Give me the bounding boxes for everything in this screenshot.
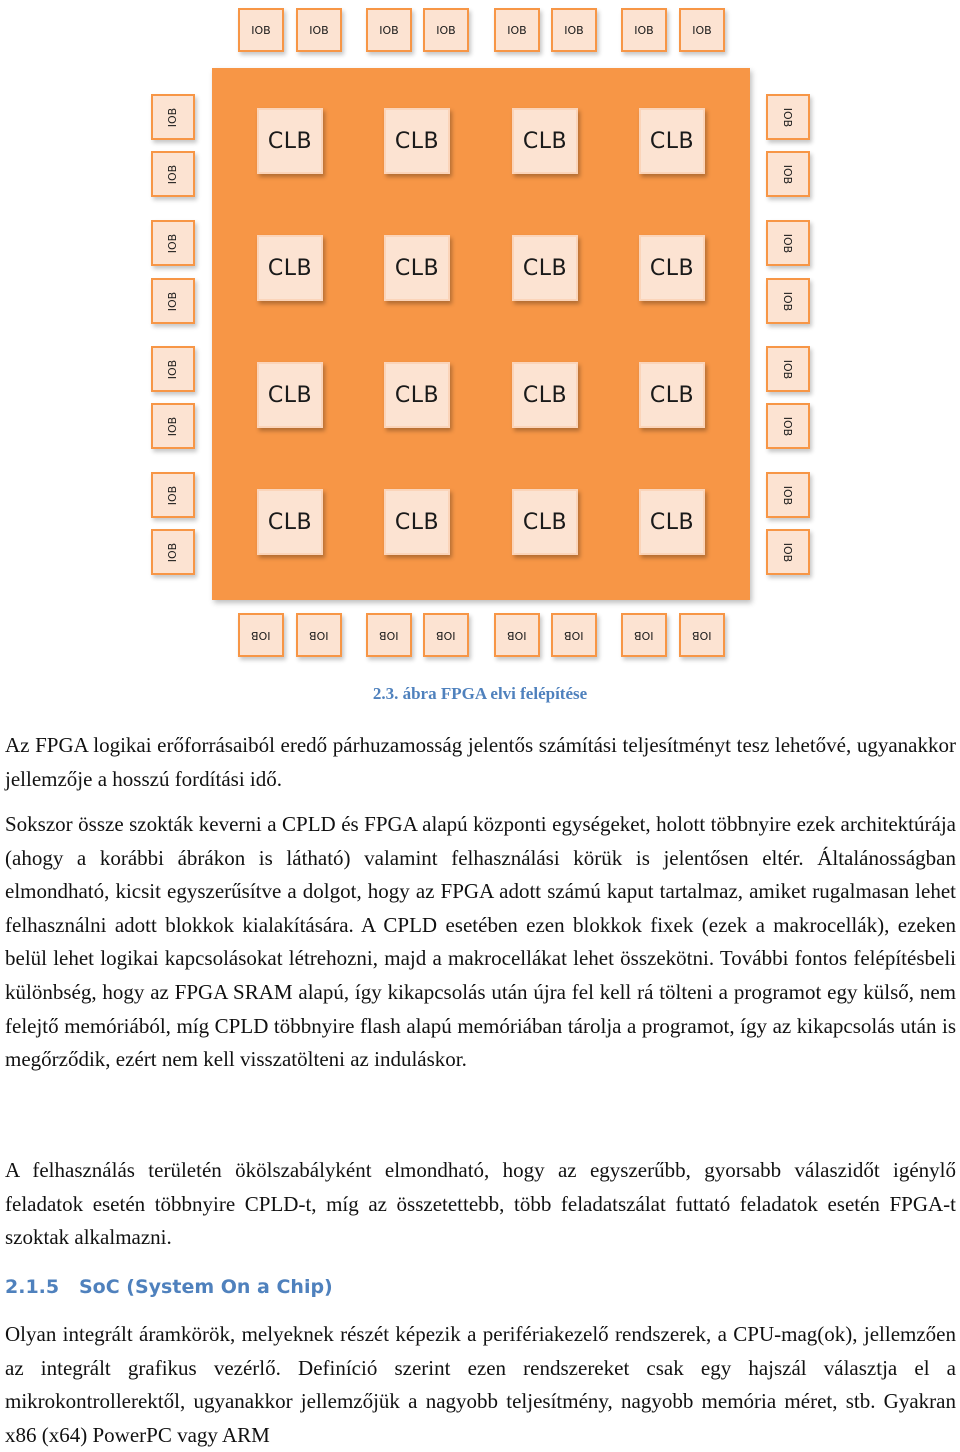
clb-block [384, 489, 450, 555]
iob-label: IOB [309, 23, 329, 37]
clb-block [512, 108, 578, 174]
clb-label: CLB [394, 128, 440, 154]
clb-label: CLB [649, 509, 695, 535]
iob-block-top [238, 8, 284, 52]
iob-label: IOB [166, 233, 180, 253]
section-heading [5, 1276, 333, 1298]
iob-block-top [551, 8, 597, 52]
clb-block [639, 362, 705, 428]
clb-label: CLB [649, 128, 695, 154]
clb-block [512, 235, 578, 301]
clb-block [512, 489, 578, 555]
iob-label: IOB [251, 628, 271, 642]
clb-label: CLB [267, 128, 313, 154]
iob-label: IOB [436, 628, 456, 642]
clb-block [639, 489, 705, 555]
clb-label: CLB [522, 255, 568, 281]
iob-label: IOB [781, 164, 795, 184]
iob-label: IOB [166, 291, 180, 311]
iob-label: IOB [564, 628, 584, 642]
iob-block-top [366, 8, 412, 52]
iob-label: IOB [251, 23, 271, 37]
iob-label: IOB [309, 628, 329, 642]
clb-block [384, 362, 450, 428]
iob-label: IOB [166, 164, 180, 184]
paragraph-4: Olyan integrált áramkörök, melyeknek részét képezik a perifériakezelő rendszerek, a CPU-mag(ok), jellemzően az integrált grafikus vezérlő. Definíció szerint ezen rendszereket csak egy hajszál választja el a mikrokontrollerektől, ugyanakkor jellemzőjük a nagyobb teljesítmény, nagyobb memória méret, stb. Gyakran x86 (x64) PowerPC vagy ARM [5, 1322, 956, 1447]
clb-label: CLB [394, 255, 440, 281]
iob-label: IOB [166, 416, 180, 436]
iob-block-bottom [621, 613, 667, 657]
iob-label: IOB [781, 416, 795, 436]
clb-label: CLB [522, 509, 568, 535]
iob-label: IOB [166, 359, 180, 379]
iob-label: IOB [379, 628, 399, 642]
clb-block [257, 108, 323, 174]
figure-caption: 2.3. ábra FPGA elvi felépítése [372, 684, 588, 703]
clb-label: CLB [522, 128, 568, 154]
iob-label: IOB [781, 485, 795, 505]
iob-block-left [151, 346, 195, 392]
clb-block [384, 235, 450, 301]
iob-block-left [151, 472, 195, 518]
clb-block [639, 108, 705, 174]
clb-label: CLB [522, 382, 568, 408]
clb-block [639, 235, 705, 301]
iob-block-top [296, 8, 342, 52]
fpga-architecture-diagram [0, 0, 960, 672]
iob-label: IOB [564, 23, 584, 37]
clb-label: CLB [267, 509, 313, 535]
iob-block-right [766, 403, 810, 449]
clb-block [257, 489, 323, 555]
iob-label: IOB [634, 628, 654, 642]
iob-block-right [766, 94, 810, 140]
iob-label: IOB [781, 233, 795, 253]
iob-block-bottom [423, 613, 469, 657]
iob-block-bottom [679, 613, 725, 657]
clb-block [257, 362, 323, 428]
clb-label: CLB [394, 509, 440, 535]
iob-block-bottom [551, 613, 597, 657]
clb-label: CLB [267, 255, 313, 281]
iob-block-top [679, 8, 725, 52]
iob-label: IOB [692, 628, 712, 642]
clb-block [384, 108, 450, 174]
iob-block-left [151, 94, 195, 140]
clb-label: CLB [649, 382, 695, 408]
paragraph-2: Sokszor össze szokták keverni a CPLD és FPGA alapú központi egységeket, holott többnyire ezek architektúrája (ahogy a korábbi ábrákon is látható) valamint felhasználási körük is jelentősen eltér. Általánosságban elmondható, kicsit egyszerűsítve a dolgot, hogy az FPGA adott számú kaput tartalmaz, amiket rugalmasan lehet felhasználni adott blokkok kialakítására. A CPLD esetében ezen blokkok fixek (ezek a makrocellák), ezeken belül lehet logikai kapcsolásokat létrehozni, majd a makrocellákat lehet összekötni. További fontos felépítésbeli különbség, hogy az FPGA SRAM alapú, így kikapcsolás után újra fel kell rá tölteni a programot egy külső, nem felejtő memóriából, míg CPLD többnyire flash alapú memóriában tárolja a programot, így az kikapcsolás után is megőrződik, ezért nem kell visszatölteni az induláskor. [5, 812, 956, 1072]
iob-block-top [423, 8, 469, 52]
iob-block-right [766, 220, 810, 266]
iob-block-left [151, 151, 195, 197]
iob-label: IOB [436, 23, 456, 37]
clb-label: CLB [394, 382, 440, 408]
iob-block-left [151, 278, 195, 324]
iob-label: IOB [507, 23, 527, 37]
iob-label: IOB [166, 107, 180, 127]
iob-label: IOB [781, 291, 795, 311]
iob-block-left [151, 220, 195, 266]
iob-label: IOB [634, 23, 654, 37]
section-title: SoC (System On a Chip) [79, 1276, 333, 1298]
iob-block-left [151, 403, 195, 449]
paragraph-3: A felhasználás területén ökölszabályként elmondható, hogy az egyszerűbb, gyorsabb válaszidőt igénylő feladatok esetén többnyire CPLD-t, míg az összetettebb, több feladatszálat futtató feladatok esetén FPGA-t szoktak alkalmazni. [5, 1158, 956, 1250]
section-number: 2.1.5 [5, 1276, 60, 1298]
iob-block-right [766, 278, 810, 324]
iob-label: IOB [166, 485, 180, 505]
iob-block-left [151, 529, 195, 575]
iob-label: IOB [507, 628, 527, 642]
iob-label: IOB [781, 359, 795, 379]
iob-block-bottom [366, 613, 412, 657]
iob-block-bottom [296, 613, 342, 657]
iob-block-right [766, 346, 810, 392]
iob-block-right [766, 151, 810, 197]
iob-label: IOB [166, 542, 180, 562]
iob-block-right [766, 529, 810, 575]
clb-block [512, 362, 578, 428]
iob-block-right [766, 472, 810, 518]
iob-label: IOB [692, 23, 712, 37]
iob-block-top [621, 8, 667, 52]
paragraph-1: Az FPGA logikai erőforrásaiból eredő párhuzamosság jelentős számítási teljesítményt tesz lehetővé, ugyanakkor jellemzője a hosszú fordítási idő. [5, 733, 956, 791]
iob-label: IOB [781, 107, 795, 127]
iob-label: IOB [379, 23, 399, 37]
iob-block-top [494, 8, 540, 52]
clb-label: CLB [649, 255, 695, 281]
iob-block-bottom [494, 613, 540, 657]
clb-label: CLB [267, 382, 313, 408]
iob-label: IOB [781, 542, 795, 562]
clb-block [257, 235, 323, 301]
iob-block-bottom [238, 613, 284, 657]
